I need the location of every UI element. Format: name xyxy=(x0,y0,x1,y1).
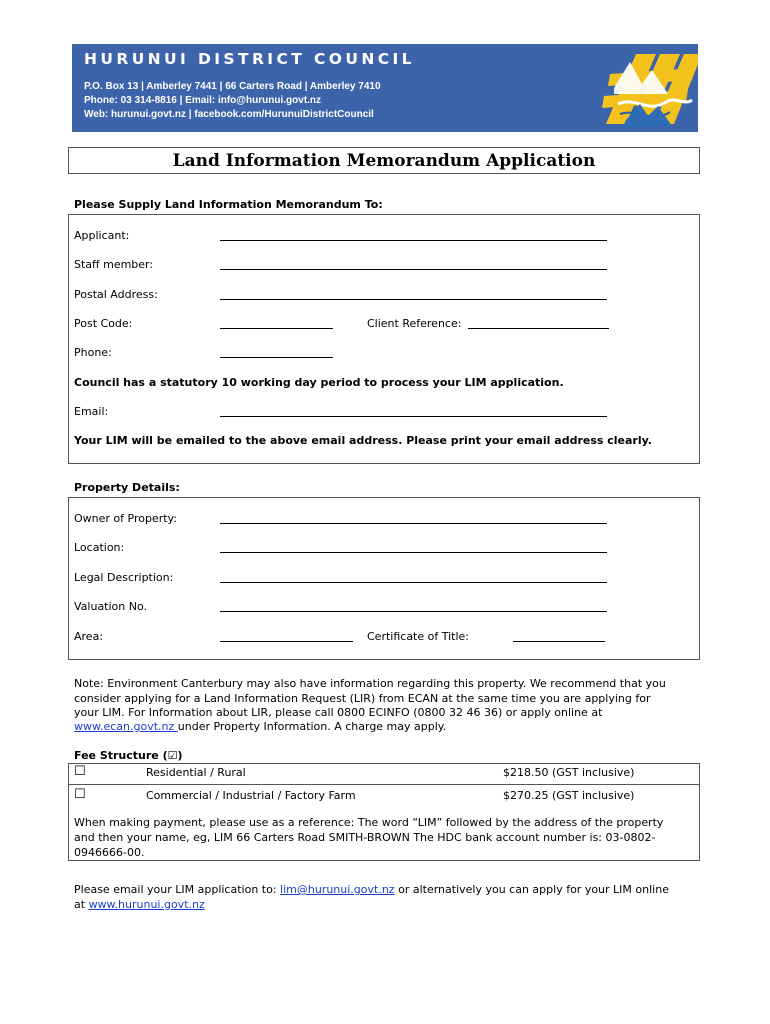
lim-email-link[interactable]: lim@hurunui.govt.nz xyxy=(280,883,395,896)
owner-field[interactable] xyxy=(220,523,607,524)
postal-address-label: Postal Address: xyxy=(74,288,158,301)
residential-checkbox[interactable]: ☐ xyxy=(74,764,86,779)
residential-label: Residential / Rural xyxy=(146,766,246,779)
ecan-link[interactable]: www.ecan.govt.nz xyxy=(74,720,178,733)
email-label: Email: xyxy=(74,405,109,418)
footer-line-2 xyxy=(74,898,205,911)
note-line-2: consider applying for a Land Information Request (LIR) from ECAN at the same time you are applying for xyxy=(74,692,651,705)
footer-line-2-prefix: at xyxy=(74,898,89,911)
note-line-4 xyxy=(74,720,446,733)
applicant-label: Applicant: xyxy=(74,229,130,242)
location-field[interactable] xyxy=(220,552,607,553)
client-reference-label: Client Reference: xyxy=(367,317,462,330)
applicant-details-box xyxy=(68,214,700,464)
header-banner xyxy=(72,44,698,132)
council-name: HURUNUI DISTRICT COUNCIL xyxy=(84,50,415,68)
payment-line-1: When making payment, please use as a reference: The word “LIM” followed by the address of the property xyxy=(74,816,664,829)
certificate-field[interactable] xyxy=(513,641,605,642)
footer-suffix: or alternatively you can apply for your LIM online xyxy=(394,883,669,896)
property-heading: Property Details: xyxy=(74,481,180,494)
area-field[interactable] xyxy=(220,641,353,642)
client-reference-field[interactable] xyxy=(468,328,609,329)
email-field[interactable] xyxy=(220,416,607,417)
page-title: Land Information Memorandum Application xyxy=(68,147,700,174)
footer-prefix: Please email your LIM application to: xyxy=(74,883,281,896)
valuation-field[interactable] xyxy=(220,611,607,612)
fee-heading: Fee Structure (☑) xyxy=(74,749,183,762)
post-code-label: Post Code: xyxy=(74,317,133,330)
area-label: Area: xyxy=(74,630,104,643)
phone-field[interactable] xyxy=(220,357,333,358)
commercial-price: $270.25 (GST inclusive) xyxy=(503,789,635,802)
note-line-3: your LIM. For Information about LIR, please call 0800 ECINFO (0800 32 46 36) or apply online at xyxy=(74,706,603,719)
applicant-field[interactable] xyxy=(220,240,607,241)
phone-label: Phone: xyxy=(74,346,112,359)
supply-heading: Please Supply Land Information Memorandum To: xyxy=(74,198,383,211)
location-label: Location: xyxy=(74,541,125,554)
legal-description-label: Legal Description: xyxy=(74,571,174,584)
hurunui-logo-icon xyxy=(596,44,698,132)
payment-line-3: 0946666-00. xyxy=(74,846,145,859)
owner-label: Owner of Property: xyxy=(74,512,177,525)
staff-member-field[interactable] xyxy=(220,269,607,270)
note-line-4-text: under Property Information. A charge may apply. xyxy=(177,720,447,733)
note-line-1: Note: Environment Canterbury may also have information regarding this property. We recommend that you xyxy=(74,677,666,690)
postal-address-field[interactable] xyxy=(220,299,607,300)
web-line: Web: hurunui.govt.nz | facebook.com/HurunuiDistrictCouncil xyxy=(84,109,374,120)
commercial-label: Commercial / Industrial / Factory Farm xyxy=(146,789,356,802)
staff-member-label: Staff member: xyxy=(74,258,154,271)
commercial-checkbox[interactable]: ☐ xyxy=(74,787,86,802)
residential-price: $218.50 (GST inclusive) xyxy=(503,766,635,779)
payment-line-2: and then your name, eg, LIM 66 Carters Road SMITH-BROWN The HDC bank account number is: 03-0802- xyxy=(74,831,656,844)
contact-line: Phone: 03 314-8816 | Email: info@hurunui.govt.nz xyxy=(84,95,322,106)
certificate-label: Certificate of Title: xyxy=(367,630,470,643)
valuation-label: Valuation No. xyxy=(74,600,148,613)
legal-description-field[interactable] xyxy=(220,582,607,583)
footer-line-1 xyxy=(74,883,669,896)
hurunui-web-link[interactable]: www.hurunui.govt.nz xyxy=(88,898,205,911)
fee-row-divider xyxy=(68,784,700,785)
address-line: P.O. Box 13 | Amberley 7441 | 66 Carters Road | Amberley 7410 xyxy=(84,81,381,92)
post-code-field[interactable] xyxy=(220,328,333,329)
statutory-note: Council has a statutory 10 working day period to process your LIM application. xyxy=(74,376,564,389)
email-note: Your LIM will be emailed to the above email address. Please print your email address clearly. xyxy=(74,434,652,447)
